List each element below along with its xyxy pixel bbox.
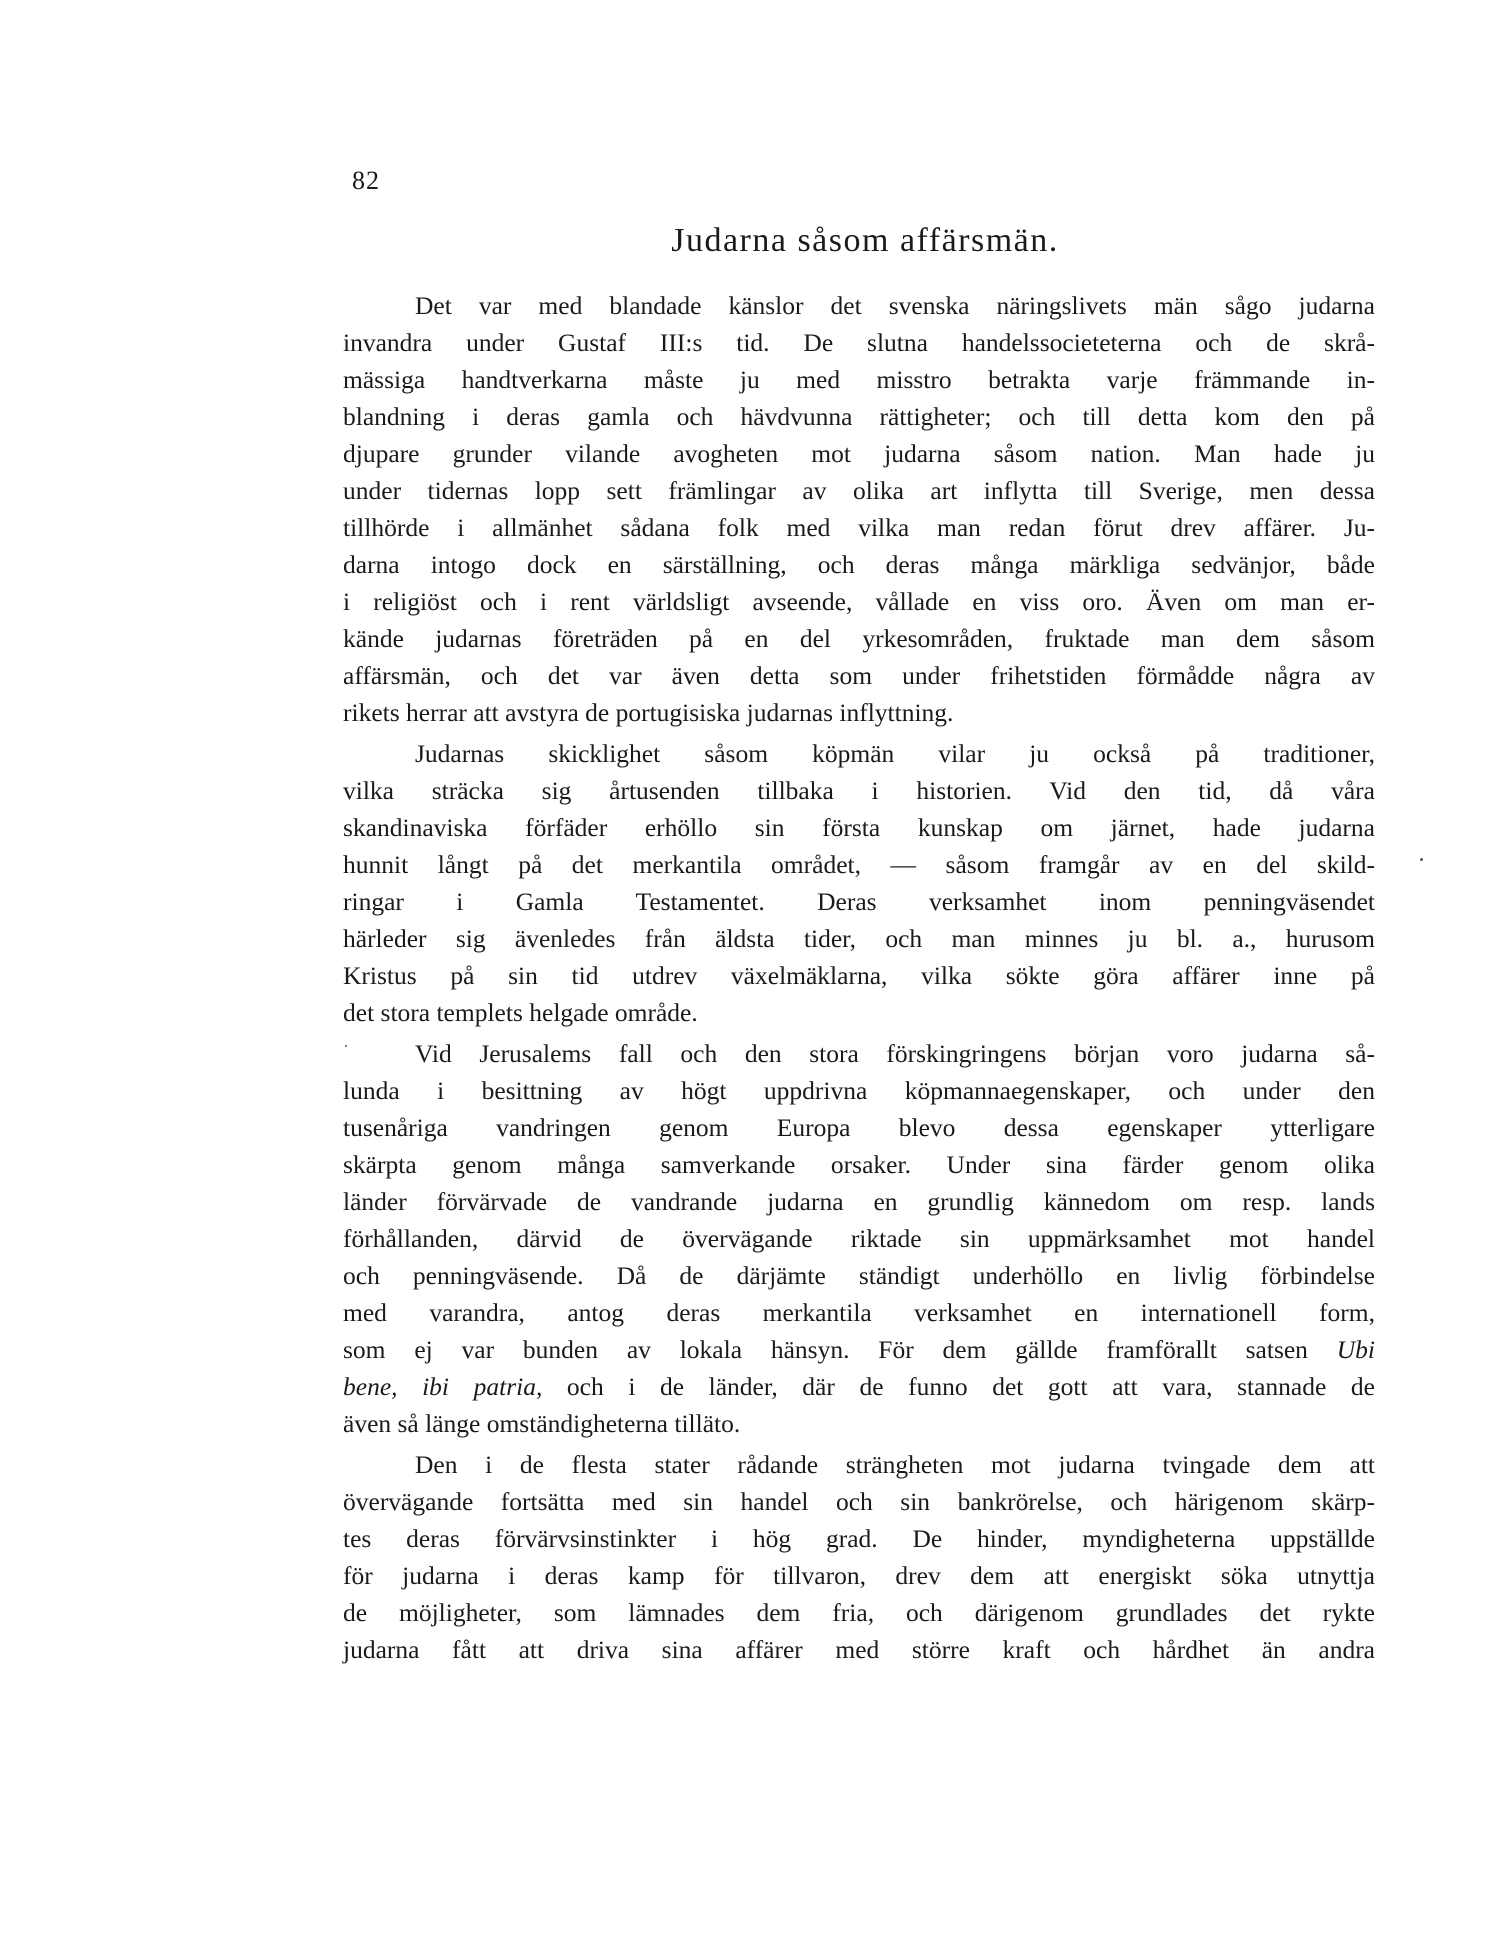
scan-speck [345,1045,347,1047]
text-line: darna intogo dock en särställning, och deras många märkliga sedvänjor, både [343,550,1375,579]
text-line: kände judarnas företräden på en del yrkesområden, fruktade man dem såsom [343,624,1375,653]
text-line: med varandra, antog deras merkantila verksamhet en internationell form, [343,1298,1375,1327]
page-number: 82 [352,166,380,195]
text-line: skärpta genom många samverkande orsaker. Under sina färder genom olika [343,1150,1375,1179]
text-line: hunnit långt på det merkantila området, — såsom framgår av en del skild- [343,850,1375,879]
text-line: blandning i deras gamla och hävdvunna rättigheter; och till detta kom den på [343,402,1375,431]
text-line: Vid Jerusalems fall och den stora förskingringens början voro judarna så- [415,1039,1375,1068]
text-line: härleder sig ävenledes från äldsta tider, och man minnes ju bl. a., hurusom [343,924,1375,953]
text-line: skandinaviska förfäder erhöllo sin första kunskap om järnet, hade judarna [343,813,1375,842]
text-line: vilka sträcka sig årtusenden tillbaka i historien. Vid den tid, då våra [343,776,1375,805]
text-line: Den i de flesta stater rådande strängheten mot judarna tvingade dem att [415,1450,1375,1479]
text-line: även så länge omständigheterna tilläto. [343,1409,741,1438]
text-line: djupare grunder vilande avogheten mot judarna såsom nation. Man hade ju [343,439,1375,468]
chapter-title: Judarna såsom affärsmän. [671,222,1059,259]
text-line: Kristus på sin tid utdrev växelmäklarna, vilka sökte göra affärer inne på [343,961,1375,990]
paragraph-3 [343,1035,1375,1442]
text-line: Judarnas skicklighet såsom köpmän vilar ju också på traditioner, [415,739,1375,768]
text-line: som ej var bunden av lokala hänsyn. För dem gällde framförallt satsen Ubi [343,1335,1375,1364]
text-line: i religiöst och i rent världsligt avseende, vållade en viss oro. Även om man er- [343,587,1375,616]
paragraph-4 [343,1446,1375,1668]
text-line: de möjligheter, som lämnades dem fria, och därigenom grundlades det rykte [343,1598,1375,1627]
text-line: bene, ibi patria, och i de länder, där de funno det gott att vara, stannade de [343,1372,1375,1401]
text-line: det stora templets helgade område. [343,998,698,1027]
text-line: förhållanden, därvid de övervägande riktade sin uppmärksamhet mot handel [343,1224,1375,1253]
text-line: ringar i Gamla Testamentet. Deras verksamhet inom penningväsendet [343,887,1375,916]
text-line: judarna fått att driva sina affärer med större kraft och hårdhet än andra [343,1635,1375,1664]
text-line: Det var med blandade känslor det svenska näringslivets män sågo judarna [415,291,1375,320]
text-line: under tidernas lopp sett främlingar av olika art inflytta till Sverige, men dessa [343,476,1375,505]
text-line: affärsmän, och det var även detta som under frihetstiden förmådde några av [343,661,1375,690]
text-line: rikets herrar att avstyra de portugisiska judarnas inflyttning. [343,698,954,727]
text-line: lunda i besittning av högt uppdrivna köpmannaegenskaper, och under den [343,1076,1375,1105]
text-line: för judarna i deras kamp för tillvaron, drev dem att energiskt söka utnyttja [343,1561,1375,1590]
text-line: tes deras förvärvsinstinkter i hög grad. De hinder, myndigheterna uppställde [343,1524,1375,1553]
text-line: tillhörde i allmänhet sådana folk med vilka man redan förut drev affärer. Ju- [343,513,1375,542]
text-line: invandra under Gustaf III:s tid. De slutna handelssocieteterna och de skrå- [343,328,1375,357]
paragraph-2 [343,735,1375,1031]
paragraph-1 [343,287,1375,731]
text-line: tusenåriga vandringen genom Europa blevo dessa egenskaper ytterligare [343,1113,1375,1142]
text-line: mässiga handtverkarna måste ju med misstro betrakta varje främmande in- [343,365,1375,394]
text-line: och penningväsende. Då de därjämte ständigt underhöllo en livlig förbindelse [343,1261,1375,1290]
body-text [343,287,1375,1668]
text-line: länder förvärvade de vandrande judarna en grundlig kännedom om resp. lands [343,1187,1375,1216]
scan-speck [1420,858,1423,861]
text-line: övervägande fortsätta med sin handel och sin bankrörelse, och härigenom skärp- [343,1487,1375,1516]
